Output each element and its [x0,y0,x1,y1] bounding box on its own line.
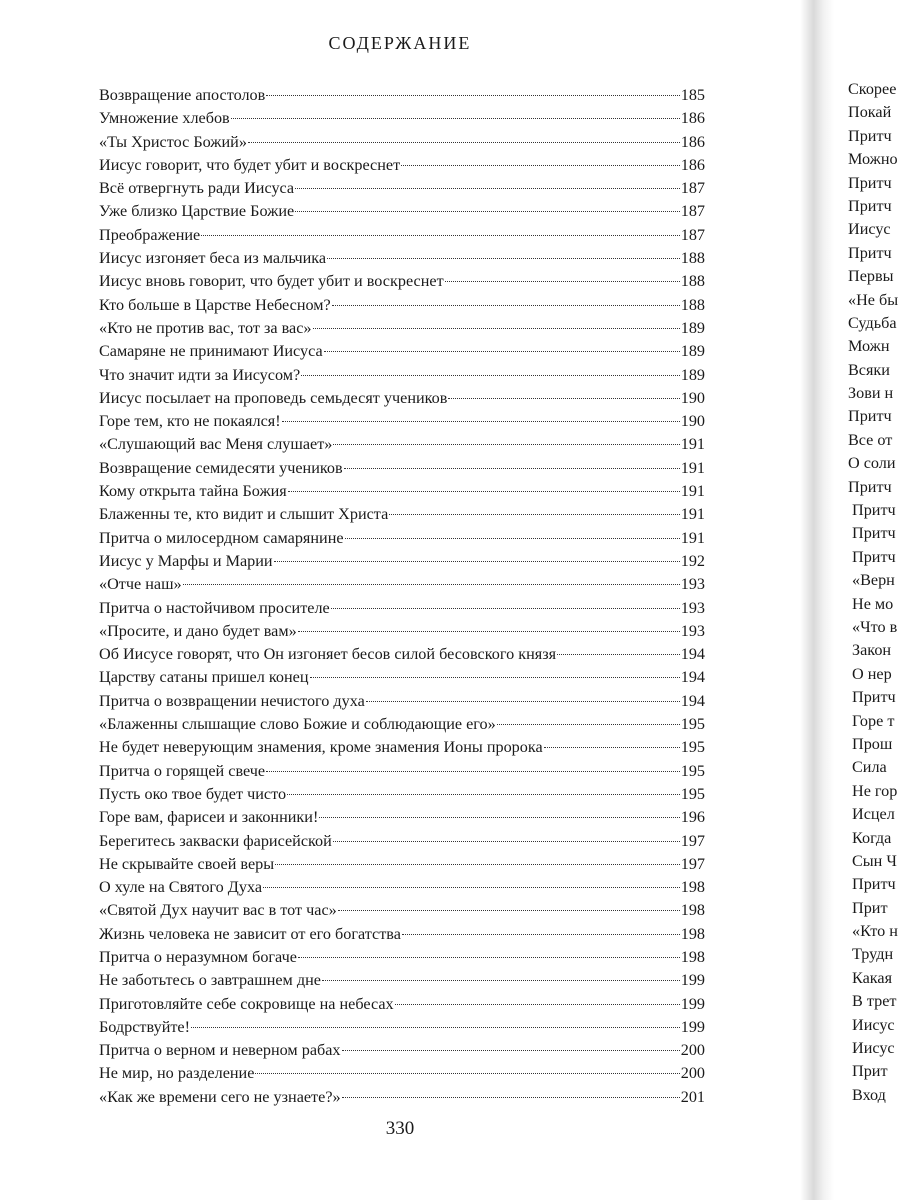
toc-entry-title: Иисус у Марфы и Марии [99,551,273,570]
toc-entry-title: Иисус говорит, что будет убит и воскреснет [99,155,401,174]
toc-entry-page: 188 [680,272,705,291]
toc-entry-page: 200 [680,1041,705,1060]
toc-entry-fragment: Все от [848,430,893,449]
toc-entry [99,736,705,759]
toc-entry-page: 188 [680,249,705,268]
toc-entry-page: 191 [680,482,705,501]
toc-entry-fragment: О нер [852,664,892,683]
table-of-contents [99,84,705,1109]
toc-entry-title: Уже близко Царствие Божие [99,202,295,221]
toc-entry [99,154,705,177]
toc-entry-fragment: Притч [852,501,896,520]
toc-entry-page: 198 [680,924,705,943]
toc-entry-title: Бодрствуйте! [99,1017,191,1036]
toc-entry [99,597,705,620]
toc-entry-page: 199 [680,994,705,1013]
toc-entry-fragment: Не мо [852,594,894,613]
toc-entry-fragment: В трет [852,992,897,1011]
toc-entry-page: 192 [680,551,705,570]
dot-leader [191,1027,680,1028]
toc-entry-fragment: «Не бы [848,290,899,309]
dot-leader [338,910,680,911]
toc-entry [99,224,705,247]
toc-entry-title: Притча о милосердном самарянине [99,528,344,547]
toc-entry-title: Иисус посылает на проповедь семьдесят учеников [99,388,448,407]
dot-leader [295,188,680,189]
dot-leader [333,444,679,445]
toc-entry [99,760,705,783]
table-of-contents-continued [848,78,898,1107]
toc-entry-page: 186 [680,132,705,151]
dot-leader [544,747,680,748]
toc-entry-title: Кто больше в Царстве Небесном? [99,295,331,314]
toc-entry-fragment: Притч [848,243,892,262]
dot-leader [395,1004,680,1005]
dot-leader [266,771,680,772]
toc-entry-page: 191 [680,528,705,547]
toc-entry-title: «Просите, и дано будет вам» [99,621,297,640]
toc-entry [99,643,705,666]
toc-entry-title: Царству сатаны пришел конец [99,668,309,687]
toc-entry-title: Притча о горящей свече [99,761,266,780]
toc-entry-page: 187 [680,202,705,221]
toc-entry-title: Возвращение апостолов [99,86,266,104]
toc-entry-fragment: Какая [852,968,893,987]
toc-entry-fragment: Скорее [848,80,897,98]
toc-entry-page: 193 [680,575,705,594]
toc-entry-fragment: Прош [852,734,893,753]
toc-entry [99,317,705,340]
toc-entry-title: «Слушающий вас Меня слушает» [99,435,333,454]
dot-leader [344,468,680,469]
toc-entry-title: Не будет неверующим знамения, кроме знамения Ионы пророка [99,738,543,757]
toc-entry [99,1039,705,1062]
toc-entry-fragment: Сын Ч [852,851,897,870]
toc-entry-fragment: Притч [852,524,896,543]
toc-entry [99,1086,705,1109]
toc-entry-page: 187 [680,179,705,198]
toc-entry-page: 191 [680,435,705,454]
dot-leader [448,398,679,399]
toc-entry-fragment: Не гор [852,781,898,800]
toc-entry-page: 194 [680,668,705,687]
toc-entry [99,899,705,922]
toc-entry-title: Что значит идти за Иисусом? [99,365,301,384]
toc-entry-fragment: Когда [852,828,892,847]
right-page [834,0,900,1200]
toc-entry-fragment: Исцел [852,805,895,824]
toc-entry-title: Пусть око твое будет чисто [99,784,287,803]
toc-entry-fragment: Притч [848,173,892,192]
toc-entry-page: 198 [680,947,705,966]
toc-entry-page: 196 [680,808,705,827]
dot-leader [183,584,680,585]
toc-entry-page: 189 [680,342,705,361]
toc-entry-fragment: Покай [848,103,892,122]
dot-leader [331,608,680,609]
toc-entry-page: 199 [680,1017,705,1036]
toc-entry-fragment: Притч [852,688,896,707]
toc-entry-page: 186 [680,109,705,128]
toc-entry [99,946,705,969]
toc-entry [99,340,705,363]
dot-leader [445,281,680,282]
dot-leader [342,1050,680,1051]
toc-entry [99,550,705,573]
toc-entry [99,247,705,270]
toc-entry-fragment: «Верн [852,571,895,590]
toc-entry-fragment: Притч [848,126,892,145]
toc-entry-page: 201 [680,1087,705,1106]
toc-entry [99,107,705,130]
toc-entry-title: Всё отвергнуть ради Иисуса [99,179,295,198]
dot-leader [497,724,680,725]
toc-entry-title: Берегитесь закваски фарисейской [99,831,332,850]
dot-leader [366,701,680,702]
toc-entry [99,783,705,806]
dot-leader [319,817,679,818]
toc-entry-page: 195 [680,761,705,780]
dot-leader [298,957,680,958]
toc-entry-fragment: Прит [852,1062,888,1081]
toc-entry [99,923,705,946]
toc-entry-title: «Кто не против вас, тот за вас» [99,318,312,337]
toc-entry-fragment: Иисус [852,1039,895,1058]
dot-leader [402,934,680,935]
toc-entry [99,573,705,596]
dot-leader [287,794,680,795]
dot-leader [557,654,680,655]
toc-entry-title: Горе вам, фарисеи и законники! [99,808,319,827]
toc-entry-title: Жизнь человека не зависит от его богатства [99,924,401,943]
toc-entry-page: 193 [680,621,705,640]
toc-entry-page: 187 [680,225,705,244]
toc-entry-fragment: Притч [848,407,892,426]
toc-entry [99,666,705,689]
toc-entry [99,830,705,853]
toc-entry-title: Преображение [99,225,201,244]
toc-entry-fragment: Притч [848,477,892,496]
toc-entry [99,620,705,643]
toc-entry [99,200,705,223]
toc-entry-title: «Ты Христос Божий» [99,132,247,151]
dot-leader [401,165,680,166]
toc-entry-fragment: «Что в [852,617,898,636]
toc-entry-title: Не заботьтесь о завтрашнем дне [99,971,321,990]
toc-entry-fragment: Зови н [848,384,894,403]
toc-entry [99,527,705,550]
toc-entry [99,713,705,736]
toc-entry [99,503,705,526]
toc-entry-page: 197 [680,854,705,873]
toc-entry [99,876,705,899]
toc-entry [99,270,705,293]
toc-entry-title: Блаженны те, кто видит и слышит Христа [99,505,389,524]
toc-entry-title: Не мир, но разделение [99,1064,255,1083]
toc-entry-page: 200 [680,1064,705,1083]
toc-entry-page: 190 [680,412,705,431]
toc-entry-fragment: Всяки [848,360,890,379]
toc-entry-title: О хуле на Святого Духа [99,878,263,897]
toc-entry-title: Кому открыта тайна Божия [99,482,287,501]
dot-leader [333,841,680,842]
toc-entry-fragment: О соли [848,454,896,473]
toc-entry-page: 198 [680,901,705,920]
dot-leader [263,887,680,888]
toc-entry-page: 188 [680,295,705,314]
toc-entry-title: Иисус изгоняет беса из мальчика [99,249,327,268]
dot-leader [248,142,680,143]
dot-leader [201,235,679,236]
toc-entry [99,969,705,992]
running-head: СОДЕРЖАНИЕ [328,33,472,53]
toc-entry-fragment: Притч [848,196,892,215]
toc-entry-title: Не скрывайте своей веры [99,854,275,873]
toc-entry-fragment: Закон [852,641,892,660]
toc-entry [99,806,705,829]
toc-entry-page: 198 [680,878,705,897]
page-number: 330 [385,1118,415,1139]
dot-leader [231,118,680,119]
toc-entry [99,433,705,456]
toc-entry-fragment: Можн [848,337,890,356]
dot-leader [298,631,680,632]
toc-entry [99,177,705,200]
toc-entry-fragment: Можно [848,150,898,169]
toc-entry-title: Притча о верном и неверном рабах [99,1041,341,1060]
toc-entry [99,853,705,876]
dot-leader [345,538,680,539]
toc-entry-page: 193 [680,598,705,617]
dot-leader [332,305,680,306]
toc-entry-page: 195 [680,715,705,734]
toc-entry-title: Притча о возвращении нечистого духа [99,691,365,710]
toc-entry-fragment: Притч [852,875,896,894]
toc-entry-page: 195 [680,784,705,803]
dot-leader [266,95,679,96]
dot-leader [322,980,680,981]
toc-entry-page: 194 [680,691,705,710]
toc-entry-page: 189 [680,365,705,384]
toc-entry-fragment: Прит [852,898,888,917]
toc-entry-fragment: Первы [848,267,894,286]
toc-entry-title: «Святой Дух научит вас в тот час» [99,901,337,920]
toc-entry [99,387,705,410]
toc-entry [99,131,705,154]
toc-entry-title: «Отче наш» [99,575,182,594]
toc-entry-page: 185 [680,86,705,104]
toc-entry [99,364,705,387]
book-gutter [800,0,834,1200]
dot-leader [282,421,680,422]
toc-entry-title: Приготовляйте себе сокровище на небесах [99,994,394,1013]
toc-entry-title: Притча о неразумном богаче [99,947,297,966]
toc-entry-page: 191 [680,458,705,477]
dot-leader [275,864,680,865]
toc-entry-fragment: Судьба [848,313,897,332]
dot-leader [274,561,680,562]
dot-leader [327,258,680,259]
toc-entry-title: Возвращение семидесяти учеников [99,458,343,477]
toc-entry [99,480,705,503]
toc-entry-title: «Блаженны слышащие слово Божие и соблюдающие его» [99,715,496,734]
dot-leader [313,328,680,329]
toc-entry [99,1062,705,1085]
toc-entry [99,457,705,480]
dot-leader [295,211,680,212]
toc-entry [99,84,705,107]
dot-leader [324,351,680,352]
dot-leader [342,1097,680,1098]
toc-entry-page: 199 [680,971,705,990]
toc-entry-page: 194 [680,645,705,664]
toc-entry-title: Иисус вновь говорит, что будет убит и воскреснет [99,272,444,291]
toc-entry [99,993,705,1016]
toc-entry-fragment: Притч [852,547,896,566]
toc-entry-page: 195 [680,738,705,757]
toc-entry [99,1016,705,1039]
toc-entry [99,690,705,713]
toc-entry [99,294,705,317]
toc-entry-page: 197 [680,831,705,850]
toc-entry-fragment: Иисус [848,220,891,239]
toc-entry-title: Умножение хлебов [99,109,230,128]
toc-entry-fragment: «Кто н [852,922,898,941]
toc-entry-fragment: Горе т [852,711,895,730]
toc-entry-page: 191 [680,505,705,524]
toc-entry-fragment: Вход [852,1085,886,1104]
toc-entry-page: 186 [680,155,705,174]
toc-entry-title: Самаряне не принимают Иисуса [99,342,323,361]
dot-leader [310,677,680,678]
toc-entry-title: Об Иисусе говорят, что Он изгоняет бесов силой бесовского князя [99,645,557,664]
toc-entry-title: Притча о настойчивом просителе [99,598,330,617]
toc-entry [99,410,705,433]
dot-leader [255,1073,679,1074]
toc-entry-fragment: Сила [852,758,887,777]
toc-entry-page: 189 [680,318,705,337]
dot-leader [301,375,680,376]
toc-entry-title: «Как же времени сего не узнаете?» [99,1087,341,1106]
toc-entry-title: Горе тем, кто не покаялся! [99,412,281,431]
dot-leader [288,491,680,492]
dot-leader [389,514,679,515]
toc-entry-page: 190 [680,388,705,407]
toc-entry-fragment: Иисус [852,1015,895,1034]
toc-entry-fragment: Трудн [852,945,894,964]
